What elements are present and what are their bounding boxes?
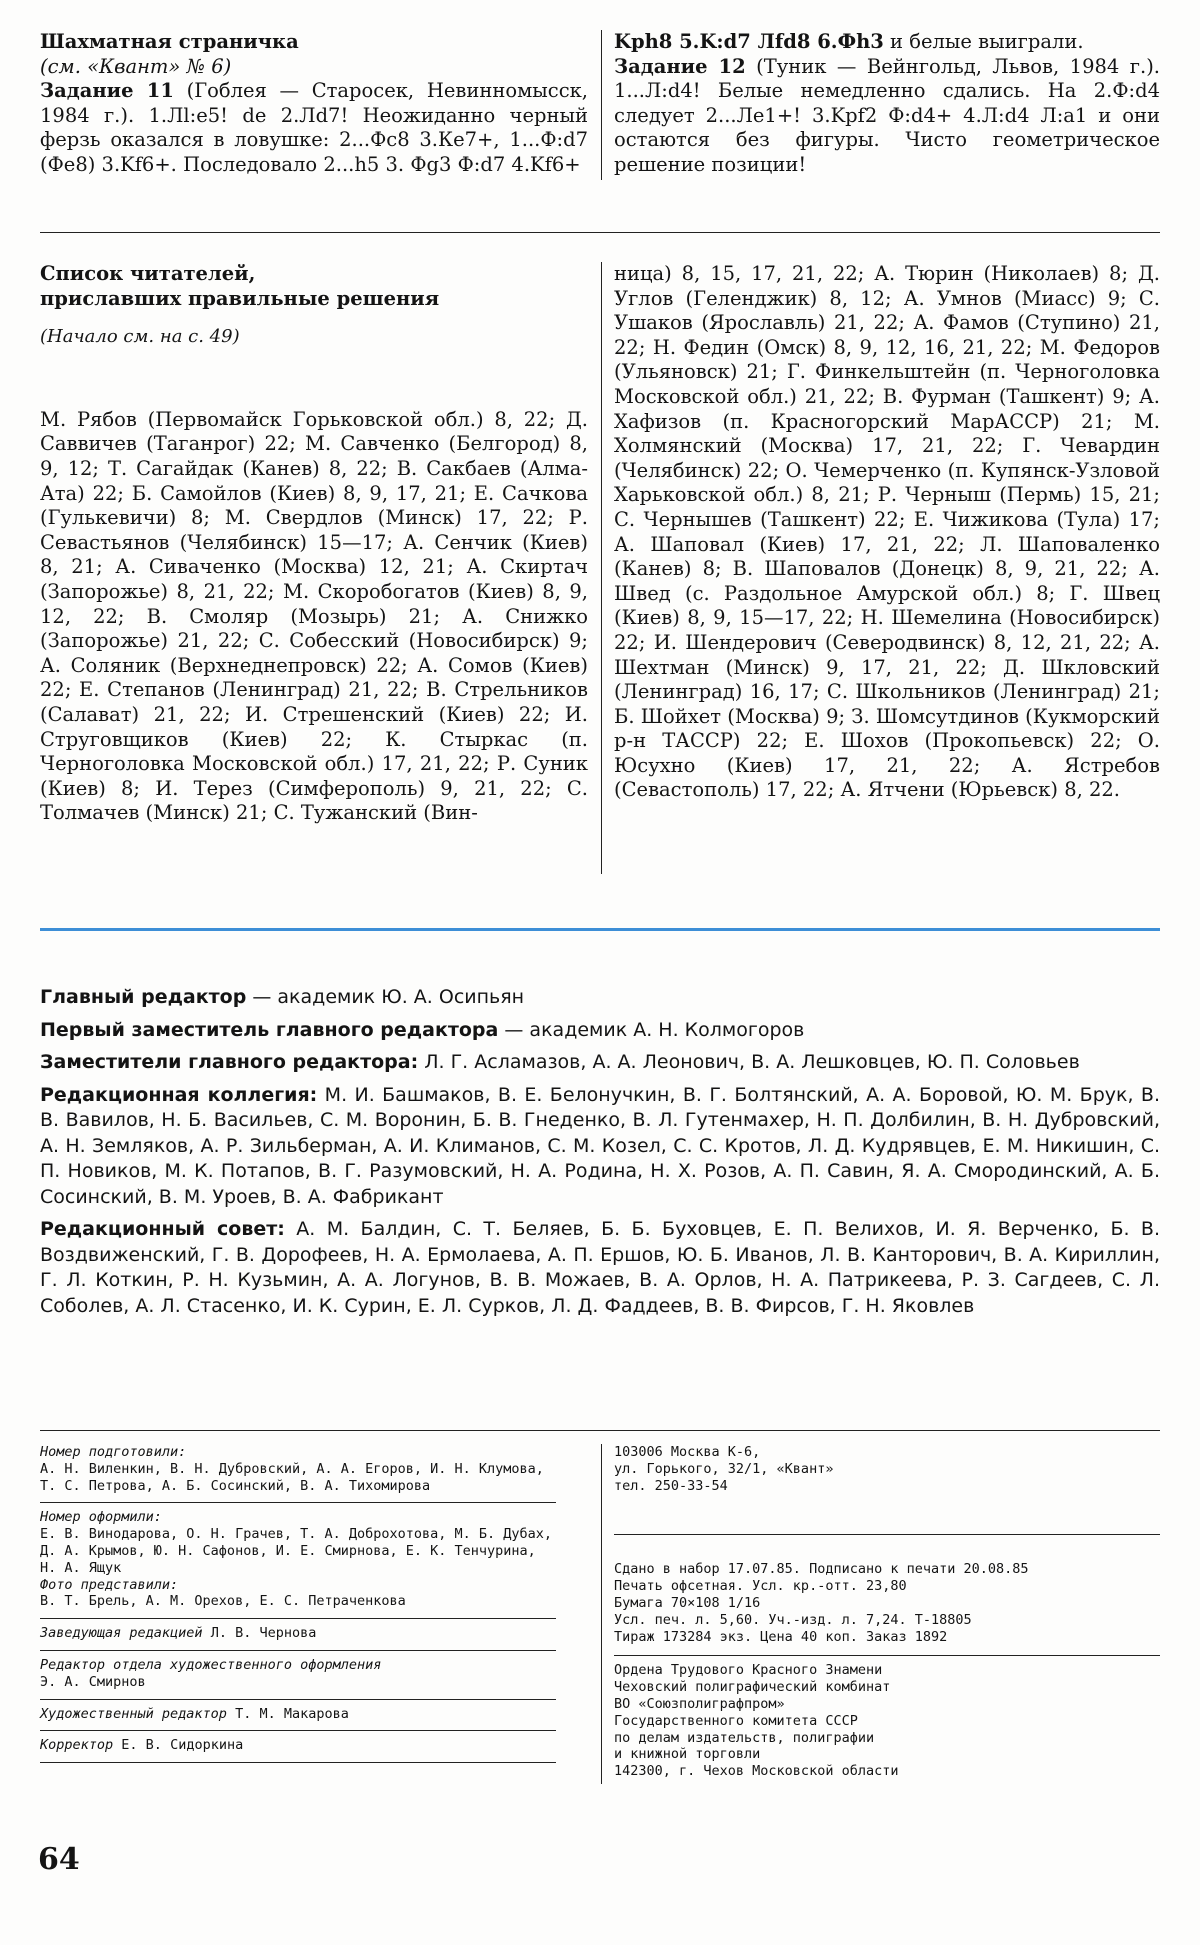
board-value: М. И. Башмаков, В. Е. Белонучкин, В. Г. Болтянский, А. А. Боровой, Ю. М. Брук, В. В. Вавилов, Н. Б. Васильев, С. М. Воронин, Б. В. Гнеденко, В. Л. Гутенмахер, Н. П. Долбилин, В. Н. Дубровский, А. Н. Земляков, А. Р. Зильберман, А. И. Климанов, С. М. Козел, С. С. Кротов, Л. Д. Кудрявцев, Е. М. Никишин, С. П. Новиков, М. К. Потапов, В. Г. Разумовский, Н. А. Родина, Н. Х. Розов, А. П. Савин, Я. А. Смородинский, А. Б. Сосинский, В. М. Уроев, В. А. Фабрикант: [40, 1083, 1160, 1208]
continuation-moves: Kph8 5.K:d7 Лfd8 6.Фh3: [614, 30, 884, 53]
first-deputy-label: Первый заместитель главного редактора: [40, 1018, 499, 1041]
art-dept-block: [40, 1651, 556, 1700]
deputies: [40, 1050, 1160, 1076]
chess-task-12: [614, 55, 1160, 178]
editorial-board: [40, 985, 1160, 1326]
head-block: [40, 1619, 556, 1651]
plant-line-7: 142300, г. Чехов Московской области: [614, 1763, 899, 1780]
chess-reference: (см. «Квант» № 6): [40, 54, 232, 78]
chief-editor: [40, 985, 1160, 1011]
address-line-1: 103006 Москва К-6,: [614, 1444, 761, 1460]
editorial-board-list: [40, 1083, 1160, 1211]
plant-line-5: по делам издательств, полиграфии: [614, 1729, 875, 1746]
readers-list-left: М. Рябов (Первомайск Горьковской обл.) 8, 22; Д. Саввичев (Таганрог) 22; М. Савченко (Белгород) 8, 9, 12; Т. Сагайдак (Канев) 8, 22; В. Сакбаев (Алма-Ата) 22; Б. Самойлов (Киев) 8, 9, 17, 21; Е. Сачкова (Гулькевичи) 8; М. Свердлов (Минск) 17, 22; Р. Севастьянов (Челябинск) 15—17; А. Сенчик (Киев) 8, 21; А. Сиваченко (Москва) 12, 21; А. Скиртач (Запорожье) 8, 21, 22; М. Скоробогатов (Киев) 8, 9, 12, 22; В. Смоляр (Мозырь) 21; А. Снижко (Запорожье) 21, 22; С. Собесский (Новосибирск) 9; А. Соляник (Верхнеднепровск) 22; А. Сомов (Киев) 22; Е. Степанов (Ленинград) 21, 22; В. Стрельников (Салават) 21, 22; И. Стрешенский (Киев) 22; И. Струговщиков (Киев) 22; К. Стыркас (п. Черноголовка Московской обл.) 17, 21, 22; Р. Суник (Киев) 8; И. Терез (Симферополь) 9, 21, 22; С. Толмачев (Минск) 21; С. Тужанский (Вин-: [40, 407, 588, 825]
art-editor-name: Т. М. Макарова: [235, 1705, 349, 1722]
head-name: Л. В. Чернова: [210, 1625, 317, 1642]
chess-task-11: [40, 79, 588, 177]
deputies-value: Л. Г. Асламазов, А. А. Леонович, В. А. Лешковцев, Ю. П. Соловьев: [424, 1051, 1080, 1073]
deputies-label: Заместители главного редактора:: [40, 1051, 419, 1073]
designed-label: Номер оформили:: [40, 1509, 162, 1526]
proofreader-label: Корректор: [40, 1737, 114, 1754]
board-label: Редакционная коллегия:: [40, 1083, 318, 1106]
prepared-names: А. Н. Виленкин, В. Н. Дубровский, А. А. Егоров, И. Н. Клумова, Т. С. Петрова, А. Б. Сосинский, В. А. Тихомирова: [40, 1460, 544, 1494]
readers-continuation-note: (Начало см. на с. 49): [40, 326, 240, 348]
prepared-label: Номер подготовили:: [40, 1444, 187, 1460]
continuation-tail: и белые выиграли.: [890, 30, 1084, 53]
plant-line-4: Государственного комитета СССР: [614, 1712, 858, 1729]
credits-block: [40, 1444, 556, 1763]
photos-names: В. Т. Брель, А. М. Орехов, Е. С. Петраченкова: [40, 1593, 406, 1610]
print-details-block: [614, 1535, 1160, 1656]
proofreader-name: Е. В. Сидоркина: [121, 1737, 244, 1754]
plant-line-6: и книжной торговли: [614, 1746, 761, 1763]
prepared-block: [40, 1444, 556, 1503]
task-12-text: (Туник — Вейнгольд, Львов, 1984 г.). 1...Л:d4! Белые немедленно сдались. На 2.Ф:d4 следует 2...Ле1+! 3.Kpf2 Ф:d4+ 4.Л:d4 Л:а1 и они остаются без фигуры. Чисто геометрическое решение позиции!: [614, 54, 1160, 176]
chess-left-column: [40, 30, 588, 178]
task-11-text: (Гоблея — Старосек, Невинномысск, 1984 г.). 1.Лl:е5! de 2.Лd7! Неожиданно черный ферзь оказался в ловушке: 2...Фс8 3.Ке7+, 1...Ф:d7 (Фе8) 3.Kf6+. Последовало 2...h5 3. Фg3 Ф:d7 4.Kf6+: [40, 79, 588, 176]
readers-list-right: ница) 8, 15, 17, 21, 22; А. Тюрин (Николаев) 8; Д. Углов (Геленджик) 8, 12; А. Умнов (Миасс) 9; С. Ушаков (Ярославль) 21, 22; А. Фамов (Ступино) 21, 22; Н. Федин (Омск) 8, 9, 12, 16, 21, 22; М. Федоров (Ульяновск) 21; Г. Финкельштейн (п. Черноголовка Московской обл.) 21, 22; В. Фурман (Ташкент) 9; А. Хафизов (п. Красногорский МарАССР) 21; М. Холмянский (Москва) 17, 21, 22; Г. Чевардин (Челябинск) 22; О. Чемерченко (п. Купянск-Узловой Харьковской обл.) 8, 21; Р. Черныш (Пермь) 15, 21; С. Чернышев (Ташкент) 22; Е. Чижикова (Тула) 17; А. Шаповал (Киев) 17, 21, 22; Л. Шаповаленко (Канев) 8; В. Шаповалов (Донецк) 8, 9, 21, 22; А. Швед (с. Раздольное Амурской обл.) 8; Г. Швец (Киев) 8, 9, 15—17, 22; Н. Шемелина (Новосибирск) 22; И. Шендерович (Северодвинск) 8, 12, 21, 22; А. Шехтман (Минск) 9, 17, 21, 22; Д. Шкловский (Ленинград) 16, 17; С. Школьников (Ленинград) 21; Б. Шойхет (Москва) 9; З. Шомсутдинов (Кукморский р-н ТАССР) 22; Е. Шохов (Прокопьевск) 22; О. Юсухно (Киев) 17, 21, 22; А. Ястребов (Севастополь) 17, 22; А. Ятчени (Юрьевск) 8, 22.: [614, 262, 1160, 802]
task-12-label: Задание 12: [614, 54, 746, 78]
footer-column-divider: [601, 1444, 602, 1784]
readers-title-line-1: Список читателей,: [40, 262, 256, 285]
imprint-block: [614, 1444, 1160, 1790]
first-deputy-value: — академик А. Н. Колмогоров: [504, 1018, 805, 1041]
chief-editor-label: Главный редактор: [40, 986, 247, 1008]
chess-right-column: [614, 30, 1160, 178]
art-dept-name: Э. А. Смирнов: [40, 1673, 146, 1690]
print-line-1: Сдано в набор 17.07.85. Подписано к печати 20.08.85: [614, 1561, 1029, 1578]
print-line-2: Печать офсетная. Усл. кр.-отт. 23,80: [614, 1578, 907, 1595]
chess-title: Шахматная страничка: [40, 30, 299, 53]
readers-right-column: [614, 262, 1160, 803]
task-11-label: Задание 11: [40, 79, 174, 103]
plant-line-3: ВО «Союзполиграфпром»: [614, 1695, 785, 1712]
head-label: Заведующая редакцией: [40, 1625, 203, 1642]
print-line-4: Усл. печ. л. 5,60. Уч.-изд. л. 7,24. Т-18805: [614, 1611, 972, 1628]
page-number: 64: [38, 1842, 80, 1877]
chess-continuation: [614, 30, 1160, 55]
address-line-2: ул. Горького, 32/1, «Квант»: [614, 1460, 834, 1477]
plant-line-1: Ордена Трудового Красного Знамени: [614, 1662, 883, 1679]
readers-title-line-2: приславших правильные решения: [40, 286, 440, 310]
phone-line: тел. 250-33-54: [614, 1477, 728, 1494]
art-editor-label: Художественный редактор: [40, 1705, 227, 1722]
address-block: [614, 1444, 1160, 1535]
council-label: Редакционный совет:: [40, 1218, 285, 1240]
editorial-council: [40, 1217, 1160, 1319]
chess-column-divider: [601, 30, 602, 180]
art-dept-label: Редактор отдела художественного оформления: [40, 1656, 382, 1673]
plant-line-2: Чеховский полиграфический комбинат: [614, 1679, 891, 1696]
photos-label: Фото представили:: [40, 1576, 179, 1593]
printing-plant-block: [614, 1656, 1160, 1790]
readers-column-divider: [601, 262, 602, 874]
council-value: А. М. Балдин, С. Т. Беляев, Б. Б. Буховцев, Е. П. Велихов, И. Я. Верченко, Б. В. Воздвиженский, Г. В. Дорофеев, Н. А. Ермолаева, А. П. Ершов, Ю. Б. Иванов, Л. В. Канторович, В. А. Кириллин, Г. Л. Коткин, Р. Н. Кузьмин, А. А. Логунов, В. В. Можаев, В. А. Орлов, Н. А. Патрикеева, Р. З. Сагдеев, С. Л. Соболев, А. Л. Стасенко, И. К. Сурин, Е. Л. Сурков, Л. Д. Фаддеев, В. В. Фирсов, Г. Н. Яковлев: [40, 1218, 1161, 1317]
art-editor-block: [40, 1700, 556, 1732]
print-line-3: Бумага 70×108 1/16: [614, 1594, 761, 1611]
print-line-5: Тираж 173284 экз. Цена 40 коп. Заказ 1892: [614, 1628, 948, 1645]
blue-rule: [40, 928, 1160, 931]
first-deputy: [40, 1018, 1160, 1044]
proofreader-block: [40, 1731, 556, 1763]
designed-names: Е. В. Винодарова, О. Н. Грачев, Т. А. Доброхотова, М. Б. Дубах, Д. А. Крымов, Ю. Н. Сафонов, И. Е. Смирнова, Е. К. Тенчурина, Н. А. Ящук: [40, 1526, 553, 1576]
chief-editor-value: — академик Ю. А. Осипьян: [252, 986, 525, 1008]
readers-left-column: [40, 262, 588, 826]
section-divider: [40, 232, 1160, 233]
designed-block: [40, 1503, 556, 1619]
footer-divider: [40, 1430, 1160, 1431]
